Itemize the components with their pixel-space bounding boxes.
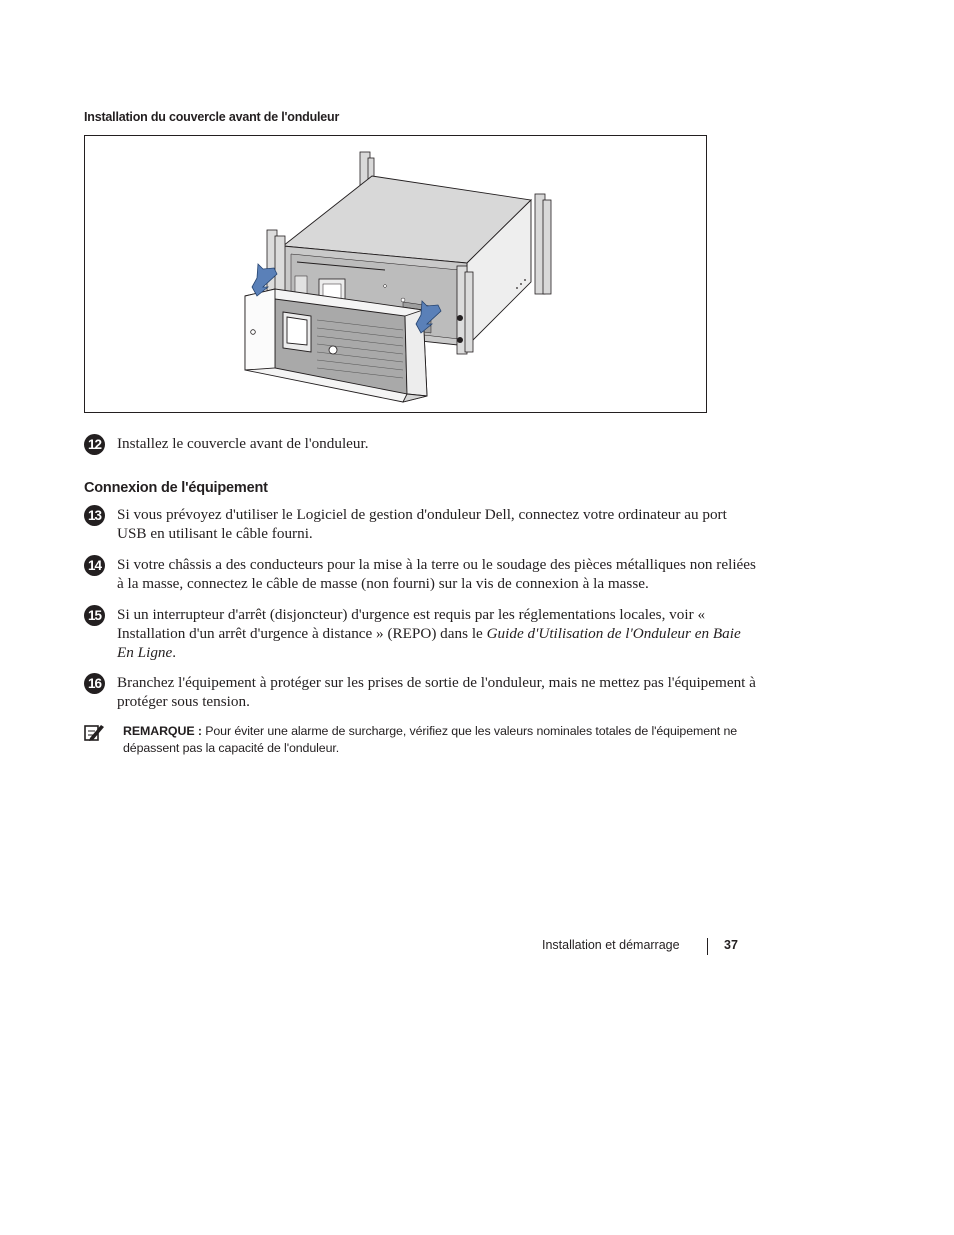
ups-illustration xyxy=(85,136,707,413)
step-text: Installez le couvercle avant de l'onduleur. xyxy=(117,435,369,452)
footer-divider xyxy=(707,938,708,955)
figure-caption: Installation du couvercle avant de l'onduleur xyxy=(84,110,340,124)
step-number-badge: 13 xyxy=(84,505,105,526)
dell-logo-icon xyxy=(329,346,337,354)
pencil-note-icon xyxy=(84,723,106,743)
step-text-part: . xyxy=(172,644,177,661)
step-number-badge: 15 xyxy=(84,605,105,626)
footer-section-title: Installation et démarrage xyxy=(542,938,680,952)
step-13 xyxy=(84,505,764,543)
note-block xyxy=(84,723,764,757)
step-text: Branchez l'équipement à protéger sur les prises de sortie de l'onduleur, mais ne mettez pas l'équipement à protéger sous tension. xyxy=(117,674,756,710)
figure-ups-front-cover xyxy=(84,135,707,413)
note-text xyxy=(123,723,763,757)
step-number-badge: 14 xyxy=(84,555,105,576)
page-footer xyxy=(540,938,740,956)
guide-title: Guide d'Utilisation de l'Onduleur en Baie En Ligne xyxy=(117,625,741,661)
step-15 xyxy=(84,605,764,662)
note-body: Pour éviter une alarme de surcharge, vérifiez que les valeurs nominales totales de l'équipement ne dépassent pas la capacité de l'onduleur. xyxy=(123,724,738,755)
step-number-badge: 16 xyxy=(84,673,105,694)
rack-rail-back-right xyxy=(535,194,551,294)
note-label: REMARQUE : xyxy=(123,724,202,738)
step-text-part: Si un interrupteur d'arrêt (disjoncteur) d'urgence est requis par les réglementations locales, voir « Installation d'un arrêt d'urgence à distance » (REPO) dans le xyxy=(117,606,706,642)
step-16 xyxy=(84,673,764,711)
step-number-badge: 12 xyxy=(84,434,105,455)
section-heading: Connexion de l'équipement xyxy=(84,480,268,496)
step-text xyxy=(117,605,757,662)
step-text: Si vous prévoyez d'utiliser le Logiciel de gestion d'onduleur Dell, connectez votre ordinateur au port USB en utilisant le câble fourni. xyxy=(117,506,727,542)
step-text: Si votre châssis a des conducteurs pour la mise à la terre ou le soudage des pièces métalliques non reliées à la masse, connectez le câble de masse (non fourni) sur la vis de connexion à la masse. xyxy=(117,556,756,592)
step-14 xyxy=(84,555,764,593)
page-number: 37 xyxy=(724,938,738,952)
step-12 xyxy=(84,434,764,453)
